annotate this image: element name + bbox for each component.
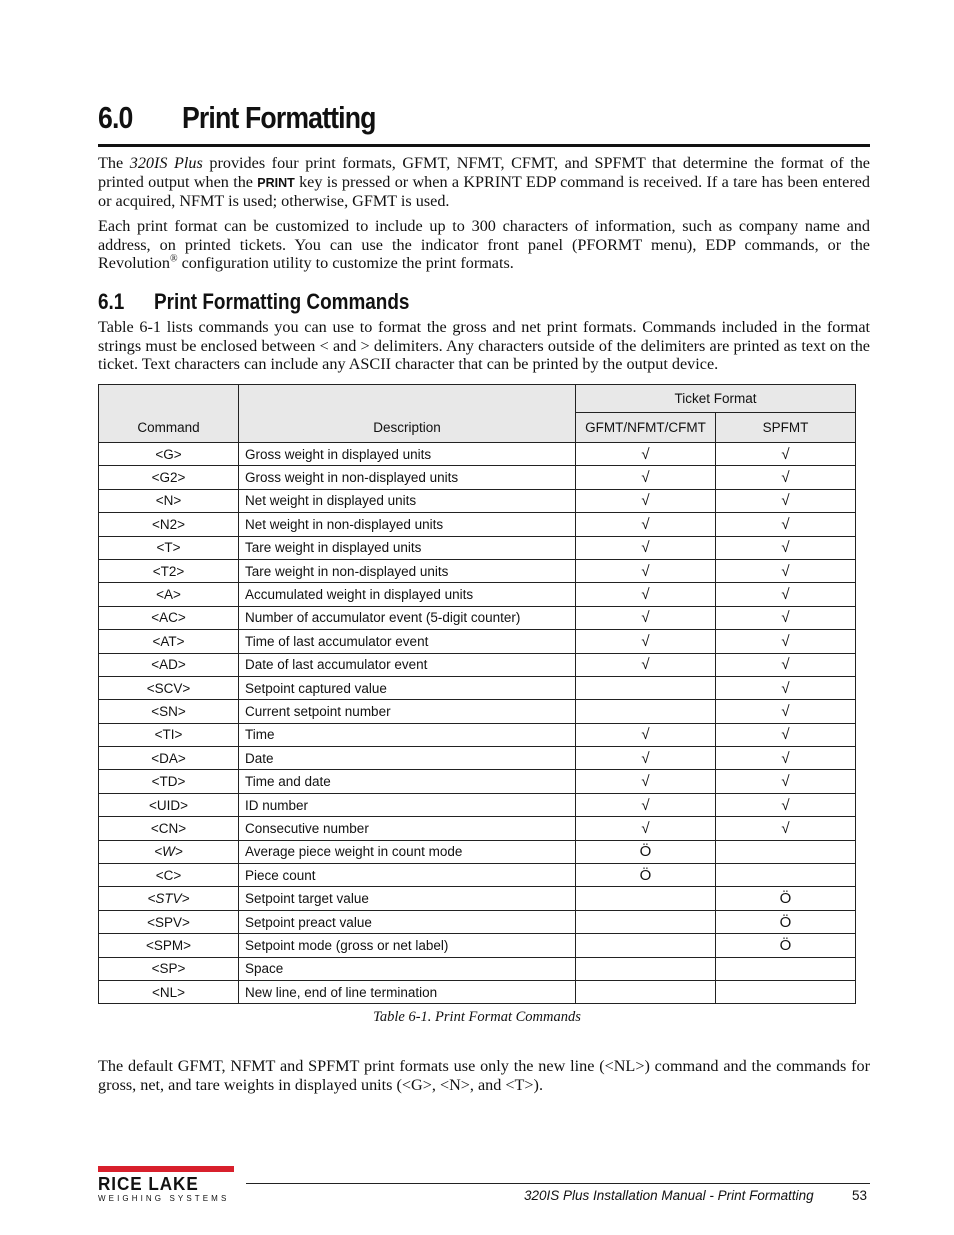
table-row (99, 630, 856, 653)
subsection-title: Print Formatting Commands (154, 289, 410, 314)
table-row (99, 583, 856, 606)
description-cell: Net weight in displayed units (239, 489, 576, 512)
spfmt-cell: √ (716, 513, 856, 536)
command-cell: <DA> (99, 747, 239, 770)
spfmt-cell: √ (716, 747, 856, 770)
gfmt-cell: √ (576, 653, 716, 676)
command-cell: <SPM> (99, 934, 239, 957)
command-cell: <NL> (99, 980, 239, 1003)
gfmt-cell: √ (576, 536, 716, 559)
table-row (99, 957, 856, 980)
subsection-number: 6.1 (98, 289, 125, 314)
gfmt-cell: √ (576, 770, 716, 793)
gfmt-cell (576, 980, 716, 1003)
description-cell: Time of last accumulator event (239, 630, 576, 653)
description-cell: Current setpoint number (239, 700, 576, 723)
command-cell: <T2> (99, 559, 239, 582)
spfmt-cell (716, 864, 856, 887)
spfmt-cell: Ö (716, 887, 856, 910)
table-row (99, 817, 856, 840)
rice-lake-logo (98, 1166, 234, 1203)
spfmt-cell: √ (716, 583, 856, 606)
description-cell: Time and date (239, 770, 576, 793)
table-row (99, 723, 856, 746)
command-cell: <N> (99, 489, 239, 512)
spfmt-cell: √ (716, 793, 856, 816)
spfmt-cell: √ (716, 466, 856, 489)
gfmt-cell: √ (576, 443, 716, 466)
product-name: 320IS Plus (129, 154, 203, 172)
table-row (99, 513, 856, 536)
table-row (99, 887, 856, 910)
table-row (99, 653, 856, 676)
spfmt-cell: √ (716, 443, 856, 466)
description-cell: Setpoint captured value (239, 676, 576, 699)
table-row (99, 536, 856, 559)
intro-paragraph-1: The 320IS Plus provides four print formats, GFMT, NFMT, CFMT, and SPFMT that determine the format of the printed output when the PRINT key is pressed or when a KPRINT EDP command is received. If a tare has been entered or acquired, NFMT is used; otherwise, GFMT is used. (98, 154, 871, 211)
spfmt-cell: √ (716, 536, 856, 559)
subsection-paragraph: Table 6-1 lists commands you can use to format the gross and net print formats. Commands included in the format strings must be enclosed between < and > delimiters. Any characters outside of the delimiters are printed as text on the ticket. Text characters can include any ASCII character that can be printed by the output device. (98, 318, 870, 374)
description-cell: Date of last accumulator event (239, 653, 576, 676)
spfmt-cell: √ (716, 630, 856, 653)
gfmt-cell: Ö (576, 840, 716, 863)
command-cell: <T> (99, 536, 239, 559)
description-cell: Number of accumulator event (5-digit counter) (239, 606, 576, 629)
print-format-commands-table (98, 384, 856, 1004)
table-row (99, 559, 856, 582)
print-key-label: PRINT (257, 175, 295, 190)
gfmt-cell (576, 934, 716, 957)
command-cell: <SP> (99, 957, 239, 980)
description-cell: Accumulated weight in displayed units (239, 583, 576, 606)
gfmt-cell: √ (576, 747, 716, 770)
command-cell: <SCV> (99, 676, 239, 699)
description-cell: Tare weight in displayed units (239, 536, 576, 559)
spfmt-cell: Ö (716, 934, 856, 957)
header-description: Description (239, 385, 576, 443)
gfmt-cell (576, 887, 716, 910)
logo-main-text: RICE LAKE (98, 1174, 199, 1194)
table-row (99, 747, 856, 770)
description-cell: ID number (239, 793, 576, 816)
gfmt-cell: √ (576, 723, 716, 746)
spfmt-cell: √ (716, 770, 856, 793)
closing-paragraph: The default GFMT, NFMT and SPFMT print formats use only the new line (<NL>) command and the commands for gross, net, and tare weights in displayed units (<G>, <N>, and <T>). (98, 1057, 870, 1094)
spfmt-cell: √ (716, 606, 856, 629)
spfmt-cell (716, 980, 856, 1003)
table-row (99, 934, 856, 957)
spfmt-cell: √ (716, 817, 856, 840)
gfmt-cell: √ (576, 559, 716, 582)
table-caption: Table 6-1. Print Format Commands (373, 1009, 581, 1025)
table-row (99, 864, 856, 887)
gfmt-cell: √ (576, 630, 716, 653)
gfmt-cell (576, 910, 716, 933)
spfmt-cell: √ (716, 700, 856, 723)
command-cell: <AT> (99, 630, 239, 653)
description-cell: Setpoint mode (gross or net label) (239, 934, 576, 957)
spfmt-cell: √ (716, 653, 856, 676)
description-cell: Gross weight in displayed units (239, 443, 576, 466)
command-cell: <C> (99, 864, 239, 887)
table-row (99, 443, 856, 466)
command-cell: <SN> (99, 700, 239, 723)
logo-sub-text: WEIGHING SYSTEMS (98, 1194, 230, 1203)
section-number: 6.0 (98, 100, 133, 135)
table-row (99, 489, 856, 512)
header-gfmt-nfmt-cfmt: GFMT/NFMT/CFMT (576, 413, 716, 443)
section-heading (98, 100, 870, 147)
table-row (99, 840, 856, 863)
logo-red-bar (98, 1166, 234, 1172)
description-cell: Setpoint target value (239, 887, 576, 910)
description-cell: Average piece weight in count mode (239, 840, 576, 863)
table-row (99, 466, 856, 489)
gfmt-cell: √ (576, 513, 716, 536)
gfmt-cell (576, 700, 716, 723)
gfmt-cell (576, 957, 716, 980)
gfmt-cell: √ (576, 583, 716, 606)
footer-rule (246, 1183, 870, 1184)
intro-paragraph-2: Each print format can be customized to include up to 300 characters of information, such as company name and address, on printed tickets. You can use the indicator front panel (PFORMT menu), EDP commands, or the Revolution® configuration utility to customize the print formats. (98, 217, 870, 273)
command-cell: <G> (99, 443, 239, 466)
command-cell: <AD> (99, 653, 239, 676)
table-row (99, 770, 856, 793)
command-cell: <TI> (99, 723, 239, 746)
spfmt-cell: Ö (716, 910, 856, 933)
command-cell: <STV> (99, 887, 239, 910)
spfmt-cell (716, 840, 856, 863)
spfmt-cell: √ (716, 676, 856, 699)
page-number: 53 (852, 1188, 868, 1203)
header-spfmt: SPFMT (716, 413, 856, 443)
gfmt-cell (576, 676, 716, 699)
command-cell: <N2> (99, 513, 239, 536)
command-cell: <G2> (99, 466, 239, 489)
table-row (99, 606, 856, 629)
spfmt-cell: √ (716, 723, 856, 746)
command-cell: <UID> (99, 793, 239, 816)
gfmt-cell: Ö (576, 864, 716, 887)
gfmt-cell: √ (576, 817, 716, 840)
description-cell: Tare weight in non-displayed units (239, 559, 576, 582)
description-cell: New line, end of line termination (239, 980, 576, 1003)
description-cell: Piece count (239, 864, 576, 887)
description-cell: Time (239, 723, 576, 746)
spfmt-cell (716, 957, 856, 980)
header-ticket-format: Ticket Format (576, 385, 856, 413)
registered-mark: ® (169, 253, 178, 265)
gfmt-cell: √ (576, 793, 716, 816)
section-title: Print Formatting (182, 100, 376, 135)
command-cell: <TD> (99, 770, 239, 793)
table-row (99, 700, 856, 723)
description-cell: Gross weight in non-displayed units (239, 466, 576, 489)
gfmt-cell: √ (576, 466, 716, 489)
description-cell: Consecutive number (239, 817, 576, 840)
command-cell: <CN> (99, 817, 239, 840)
command-cell: <A> (99, 583, 239, 606)
table-row (99, 910, 856, 933)
command-cell: <SPV> (99, 910, 239, 933)
gfmt-cell: √ (576, 489, 716, 512)
command-cell: <AC> (99, 606, 239, 629)
footer-doc-title: 320IS Plus Installation Manual - Print Formatting (524, 1188, 814, 1203)
description-cell: Setpoint preact value (239, 910, 576, 933)
gfmt-cell: √ (576, 606, 716, 629)
spfmt-cell: √ (716, 489, 856, 512)
table-row (99, 980, 856, 1003)
command-cell: <W> (99, 840, 239, 863)
description-cell: Space (239, 957, 576, 980)
header-command: Command (99, 385, 239, 443)
spfmt-cell: √ (716, 559, 856, 582)
description-cell: Date (239, 747, 576, 770)
description-cell: Net weight in non-displayed units (239, 513, 576, 536)
table-row (99, 793, 856, 816)
table-row (99, 676, 856, 699)
